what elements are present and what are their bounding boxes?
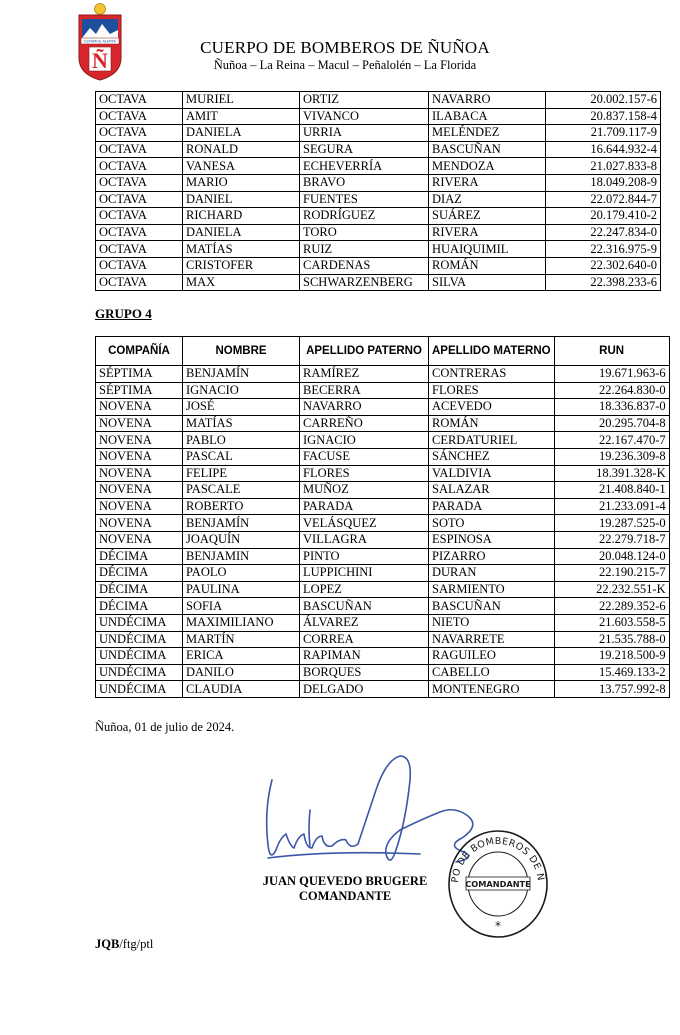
table-row [96, 664, 670, 681]
cell-run: 19.236.309-8 [554, 448, 669, 465]
cell-compania: OCTAVA [96, 125, 183, 142]
cell-nombre: RONALD [183, 141, 300, 158]
cell-compania: NOVENA [96, 482, 183, 499]
cell-apellido-paterno: SEGURA [300, 141, 429, 158]
cell-apellido-materno: VALDIVIA [429, 465, 555, 482]
cell-run: 20.002.157-6 [546, 92, 661, 109]
table-body [96, 366, 670, 698]
cell-apellido-paterno: RAMÍREZ [300, 366, 429, 383]
reference-initials-bold: JQB [95, 937, 120, 951]
cell-nombre: PAULINA [183, 581, 300, 598]
cell-apellido-materno: SÁNCHEZ [429, 448, 555, 465]
table-row [96, 548, 670, 565]
svg-text:*: * [495, 919, 501, 933]
cell-nombre: CRISTOFER [183, 257, 300, 274]
cell-apellido-paterno: URRIA [300, 125, 429, 142]
header-row [96, 337, 670, 366]
cell-nombre: MURIEL [183, 92, 300, 109]
date-line: Ñuñoa, 01 de julio de 2024. [95, 720, 235, 734]
cell-compania: OCTAVA [96, 141, 183, 158]
table-row [96, 274, 661, 291]
cell-apellido-paterno: NAVARRO [300, 399, 429, 416]
table-row [96, 448, 670, 465]
table-row [96, 498, 670, 515]
cell-apellido-materno: NIETO [429, 614, 555, 631]
cell-run: 16.644.932-4 [546, 141, 661, 158]
cell-apellido-materno: NAVARRETE [429, 631, 555, 648]
signer-role: COMANDANTE [298, 889, 392, 903]
cell-apellido-paterno: BECERRA [300, 382, 429, 399]
cell-nombre: PAOLO [183, 565, 300, 582]
cell-run: 19.218.500-9 [554, 648, 669, 665]
table-row [96, 515, 670, 532]
table-header [96, 337, 670, 366]
cell-apellido-materno: ROMÁN [429, 257, 546, 274]
cell-run: 20.179.410-2 [546, 208, 661, 225]
cell-nombre: IGNACIO [183, 382, 300, 399]
cell-run: 22.289.352-6 [554, 598, 669, 615]
cell-apellido-materno: ACEVEDO [429, 399, 555, 416]
table-body [96, 92, 661, 291]
reference-initials-rest: /ftg/ptl [119, 937, 154, 951]
table-row [96, 432, 670, 449]
cell-apellido-materno: ESPINOSA [429, 531, 555, 548]
organization-subtitle: Ñuñoa – La Reina – Macul – Peñalolén – La Florida [213, 58, 477, 72]
cell-apellido-materno: PARADA [429, 498, 555, 515]
roster-table-continued [95, 91, 661, 291]
cell-compania: OCTAVA [96, 257, 183, 274]
cell-apellido-materno: RIVERA [429, 174, 546, 191]
cell-nombre: FELIPE [183, 465, 300, 482]
cell-apellido-materno: ROMÁN [429, 415, 555, 432]
cell-apellido-paterno: IGNACIO [300, 432, 429, 449]
table-row [96, 174, 661, 191]
cell-apellido-materno: RIVERA [429, 224, 546, 241]
bomberos-logo [76, 2, 124, 82]
cell-compania: NOVENA [96, 432, 183, 449]
organization-title: CUERPO DE BOMBEROS DE ÑUÑOA [200, 38, 490, 57]
cell-compania: NOVENA [96, 415, 183, 432]
table-row [96, 125, 661, 142]
cell-apellido-materno: BASCUÑAN [429, 598, 555, 615]
cell-apellido-materno: HUAIQUIMIL [429, 241, 546, 258]
cell-apellido-paterno: TORO [300, 224, 429, 241]
cell-apellido-materno: PIZARRO [429, 548, 555, 565]
cell-apellido-materno: DURAN [429, 565, 555, 582]
cell-run: 18.049.208-9 [546, 174, 661, 191]
cell-nombre: MAXIMILIANO [183, 614, 300, 631]
signature-block [240, 874, 450, 904]
cell-run: 22.398.233-6 [546, 274, 661, 291]
cell-apellido-paterno: VELÁSQUEZ [300, 515, 429, 532]
cell-nombre: AMIT [183, 108, 300, 125]
cell-apellido-materno: SUÁREZ [429, 208, 546, 225]
cell-compania: NOVENA [96, 498, 183, 515]
table-row [96, 191, 661, 208]
cell-apellido-materno: CABELLO [429, 664, 555, 681]
cell-nombre: DANILO [183, 664, 300, 681]
cell-compania: OCTAVA [96, 274, 183, 291]
cell-compania: OCTAVA [96, 92, 183, 109]
cell-apellido-paterno: CARDENAS [300, 257, 429, 274]
cell-apellido-materno: FLORES [429, 382, 555, 399]
cell-nombre: PABLO [183, 432, 300, 449]
cell-compania: NOVENA [96, 465, 183, 482]
cell-run: 21.027.833-8 [546, 158, 661, 175]
cell-run: 19.287.525-0 [554, 515, 669, 532]
cell-apellido-materno: BASCUÑAN [429, 141, 546, 158]
cell-apellido-paterno: SCHWARZENBERG [300, 274, 429, 291]
cell-run: 21.408.840-1 [554, 482, 669, 499]
cell-apellido-paterno: ORTIZ [300, 92, 429, 109]
cell-apellido-materno: NAVARRO [429, 92, 546, 109]
cell-run: 21.233.091-4 [554, 498, 669, 515]
table-row [96, 208, 661, 225]
cell-apellido-paterno: MUÑOZ [300, 482, 429, 499]
cell-apellido-materno: SILVA [429, 274, 546, 291]
table-row [96, 614, 670, 631]
cell-run: 22.302.640-0 [546, 257, 661, 274]
cell-apellido-materno: RAGUILEO [429, 648, 555, 665]
cell-run: 20.295.704-8 [554, 415, 669, 432]
cell-nombre: PASCAL [183, 448, 300, 465]
cell-compania: NOVENA [96, 531, 183, 548]
cell-compania: UNDÉCIMA [96, 631, 183, 648]
cell-run: 20.048.124-0 [554, 548, 669, 565]
cell-nombre: BENJAMÍN [183, 515, 300, 532]
cell-compania: DÉCIMA [96, 548, 183, 565]
column-header-apellido-materno: APELLIDO MATERNO [429, 337, 555, 366]
roster-table-group-4 [95, 336, 670, 698]
cell-nombre: DANIEL [183, 191, 300, 208]
table-row [96, 598, 670, 615]
cell-run: 20.837.158-4 [546, 108, 661, 125]
cell-apellido-paterno: PINTO [300, 548, 429, 565]
reference-initials [95, 937, 153, 952]
table-row [96, 415, 670, 432]
cell-apellido-paterno: DELGADO [300, 681, 429, 698]
cell-apellido-materno: MENDOZA [429, 158, 546, 175]
cell-run: 21.709.117-9 [546, 125, 661, 142]
cell-apellido-materno: CERDATURIEL [429, 432, 555, 449]
cell-compania: OCTAVA [96, 241, 183, 258]
column-header-compania: COMPAÑÍA [96, 337, 183, 366]
cell-compania: OCTAVA [96, 191, 183, 208]
cell-nombre: MAX [183, 274, 300, 291]
table-row [96, 382, 670, 399]
cell-nombre: ROBERTO [183, 498, 300, 515]
cell-nombre: BENJAMÍN [183, 366, 300, 383]
cell-apellido-materno: CONTRERAS [429, 366, 555, 383]
cell-apellido-materno: MONTENEGRO [429, 681, 555, 698]
cell-nombre: ERICA [183, 648, 300, 665]
cell-apellido-paterno: FLORES [300, 465, 429, 482]
column-header-apellido-paterno: APELLIDO PATERNO [300, 337, 429, 366]
table-row [96, 465, 670, 482]
cell-apellido-paterno: CARREÑO [300, 415, 429, 432]
cell-run: 13.757.992-8 [554, 681, 669, 698]
cell-apellido-materno: DIAZ [429, 191, 546, 208]
cell-compania: NOVENA [96, 448, 183, 465]
cell-run: 22.264.830-0 [554, 382, 669, 399]
cell-compania: UNDÉCIMA [96, 664, 183, 681]
table-row [96, 108, 661, 125]
cell-apellido-paterno: BRAVO [300, 174, 429, 191]
table-row [96, 565, 670, 582]
cell-compania: OCTAVA [96, 174, 183, 191]
cell-run: 22.247.834-0 [546, 224, 661, 241]
cell-apellido-materno: SARMIENTO [429, 581, 555, 598]
cell-run: 21.535.788-0 [554, 631, 669, 648]
table-row [96, 241, 661, 258]
cell-compania: OCTAVA [96, 158, 183, 175]
cell-nombre: RICHARD [183, 208, 300, 225]
cell-run: 22.072.844-7 [546, 191, 661, 208]
cell-apellido-paterno: BORQUES [300, 664, 429, 681]
table-row [96, 648, 670, 665]
table-row [96, 581, 670, 598]
cell-nombre: PASCALE [183, 482, 300, 499]
cell-apellido-paterno: RODRÍGUEZ [300, 208, 429, 225]
cell-apellido-paterno: CORREA [300, 631, 429, 648]
cell-apellido-paterno: FACUSE [300, 448, 429, 465]
table-row [96, 224, 661, 241]
table-row [96, 257, 661, 274]
cell-apellido-paterno: PARADA [300, 498, 429, 515]
cell-run: 22.316.975-9 [546, 241, 661, 258]
cell-apellido-materno: SALAZAR [429, 482, 555, 499]
cell-apellido-paterno: ECHEVERRÍA [300, 158, 429, 175]
cell-compania: NOVENA [96, 399, 183, 416]
cell-compania: NOVENA [96, 515, 183, 532]
cell-nombre: DANIELA [183, 224, 300, 241]
svg-text:Ñ: Ñ [92, 48, 108, 73]
cell-nombre: JOAQUÍN [183, 531, 300, 548]
cell-nombre: MARTÍN [183, 631, 300, 648]
cell-nombre: VANESA [183, 158, 300, 175]
cell-nombre: MARIO [183, 174, 300, 191]
cell-apellido-materno: MELÉNDEZ [429, 125, 546, 142]
cell-nombre: DANIELA [183, 125, 300, 142]
cell-run: 22.232.551-K [554, 581, 669, 598]
table-row [96, 631, 670, 648]
cell-nombre: MATÍAS [183, 415, 300, 432]
column-header-nombre: NOMBRE [183, 337, 300, 366]
cell-apellido-paterno: RUIZ [300, 241, 429, 258]
cell-compania: DÉCIMA [96, 598, 183, 615]
cell-run: 21.603.558-5 [554, 614, 669, 631]
cell-nombre: CLAUDIA [183, 681, 300, 698]
table-row [96, 366, 670, 383]
cell-nombre: MATÍAS [183, 241, 300, 258]
cell-compania: SÉPTIMA [96, 366, 183, 383]
cell-run: 15.469.133-2 [554, 664, 669, 681]
cell-apellido-paterno: LOPEZ [300, 581, 429, 598]
cell-nombre: SOFIA [183, 598, 300, 615]
cell-compania: UNDÉCIMA [96, 681, 183, 698]
cell-compania: OCTAVA [96, 224, 183, 241]
table-row [96, 531, 670, 548]
cell-compania: UNDÉCIMA [96, 614, 183, 631]
table-row [96, 399, 670, 416]
cell-compania: DÉCIMA [96, 565, 183, 582]
cell-run: 19.671.963-6 [554, 366, 669, 383]
cell-apellido-materno: ILABACA [429, 108, 546, 125]
cell-apellido-paterno: BASCUÑAN [300, 598, 429, 615]
cell-apellido-paterno: VIVANCO [300, 108, 429, 125]
cell-compania: UNDÉCIMA [96, 648, 183, 665]
cell-compania: OCTAVA [96, 208, 183, 225]
cell-nombre: JOSÉ [183, 399, 300, 416]
cell-apellido-materno: SOTO [429, 515, 555, 532]
cell-apellido-paterno: FUENTES [300, 191, 429, 208]
cell-compania: DÉCIMA [96, 581, 183, 598]
table-row [96, 681, 670, 698]
signer-name: JUAN QUEVEDO BRUGERE [262, 874, 428, 888]
svg-text:ESTAMOS ALERTA: ESTAMOS ALERTA [84, 39, 116, 44]
cell-nombre: BENJAMIN [183, 548, 300, 565]
cell-run: 22.190.215-7 [554, 565, 669, 582]
cell-apellido-paterno: ÁLVAREZ [300, 614, 429, 631]
cell-run: 22.279.718-7 [554, 531, 669, 548]
cell-run: 22.167.470-7 [554, 432, 669, 449]
column-header-run: RUN [554, 337, 669, 366]
svg-text:CUERPO DE BOMBEROS DE ÑUÑOA: PO DE BOMBEROS DE Ñ [449, 835, 546, 884]
table-row [96, 141, 661, 158]
table-row [96, 92, 661, 109]
cell-compania: SÉPTIMA [96, 382, 183, 399]
table-row [96, 482, 670, 499]
cell-apellido-paterno: VILLAGRA [300, 531, 429, 548]
cell-compania: OCTAVA [96, 108, 183, 125]
cell-run: 18.336.837-0 [554, 399, 669, 416]
group-heading: GRUPO 4 [95, 306, 152, 321]
cell-apellido-paterno: LUPPICHINI [300, 565, 429, 582]
table-row [96, 158, 661, 175]
svg-text:COMANDANTE: COMANDANTE [465, 879, 531, 889]
cell-apellido-paterno: RAPIMAN [300, 648, 429, 665]
official-stamp [446, 826, 550, 942]
cell-run: 18.391.328-K [554, 465, 669, 482]
